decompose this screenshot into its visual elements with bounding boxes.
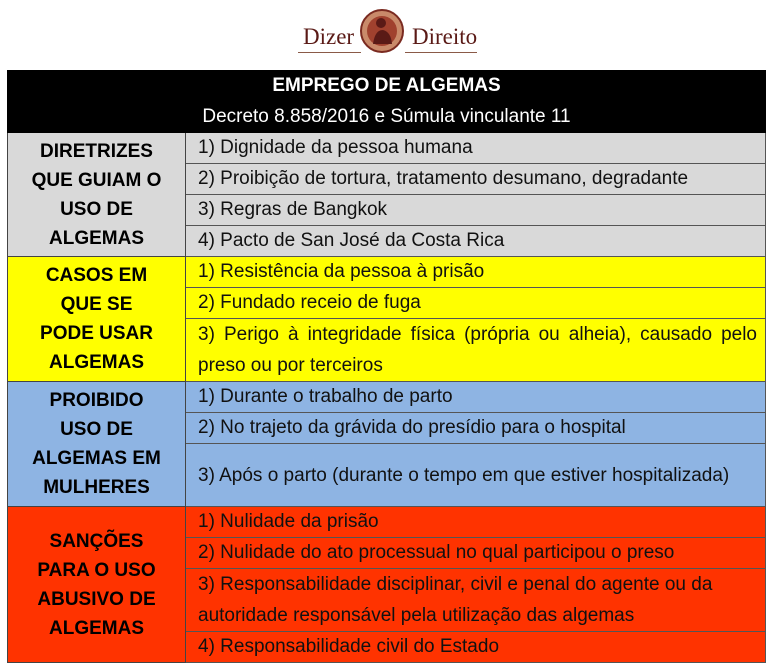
category-line: MULHERES — [43, 477, 150, 498]
list-item: 1) Nulidade da prisão — [186, 507, 766, 538]
list-item: 1) Durante o trabalho de parto — [186, 382, 766, 413]
list-item: 3) Regras de Bangkok — [186, 195, 766, 226]
category-line: USO DE — [60, 198, 133, 220]
category-proibido — [8, 382, 186, 507]
category-line: ALGEMAS EM — [32, 448, 161, 469]
list-item: 3) Após o parto (durante o tempo em que estiver hospitalizada) — [186, 444, 766, 507]
category-line: ABUSIVO DE — [37, 588, 156, 610]
category-line: ALGEMAS — [49, 227, 144, 249]
category-line: ALGEMAS — [49, 617, 144, 639]
list-item: 2) Fundado receio de fuga — [186, 288, 766, 319]
category-casos — [8, 257, 186, 382]
category-sancoes — [8, 507, 186, 663]
list-item: 1) Resistência da pessoa à prisão — [186, 257, 766, 288]
list-item: 4) Responsabilidade civil do Estado — [186, 632, 766, 663]
list-item: 2) No trajeto da grávida do presídio para o hospital — [186, 413, 766, 444]
list-item: 1) Dignidade da pessoa humana — [186, 133, 766, 164]
table-subtitle: Decreto 8.858/2016 e Súmula vinculante 11 — [8, 102, 766, 133]
category-line: DIRETRIZES — [40, 140, 153, 162]
logo-underline-left — [298, 52, 361, 53]
category-line: SANÇÕES — [49, 530, 144, 552]
category-line: USO DE — [60, 419, 133, 440]
list-item: 3) Perigo à integridade física (própria ou alheia), causado pelo preso ou por terceiros — [186, 319, 766, 382]
list-item: 3) Responsabilidade disciplinar, civil e penal do agente ou da autoridade responsável pela utilização das algemas — [186, 569, 766, 632]
list-item: 2) Proibição de tortura, tratamento desumano, degradante — [186, 164, 766, 195]
list-item: 2) Nulidade do ato processual no qual participou o preso — [186, 538, 766, 569]
category-line: ALGEMAS — [49, 352, 144, 373]
category-line: PROIBIDO — [49, 390, 144, 411]
logo-underline-right — [405, 52, 477, 53]
logo-emblem-icon — [359, 8, 405, 54]
category-line: QUE SE — [60, 294, 133, 315]
category-line: QUE GUIAM O — [31, 169, 162, 191]
logo — [0, 0, 773, 66]
algemas-table — [7, 70, 766, 663]
table-title: EMPREGO DE ALGEMAS — [8, 71, 766, 102]
category-line: CASOS EM — [45, 265, 148, 286]
list-item: 4) Pacto de San José da Costa Rica — [186, 226, 766, 257]
logo-text-left: Dizer — [303, 24, 355, 49]
category-diretrizes — [8, 133, 186, 257]
category-line: PARA O USO — [37, 559, 156, 581]
logo-text-right: Direito — [412, 24, 478, 49]
category-line: PODE USAR — [40, 323, 153, 344]
